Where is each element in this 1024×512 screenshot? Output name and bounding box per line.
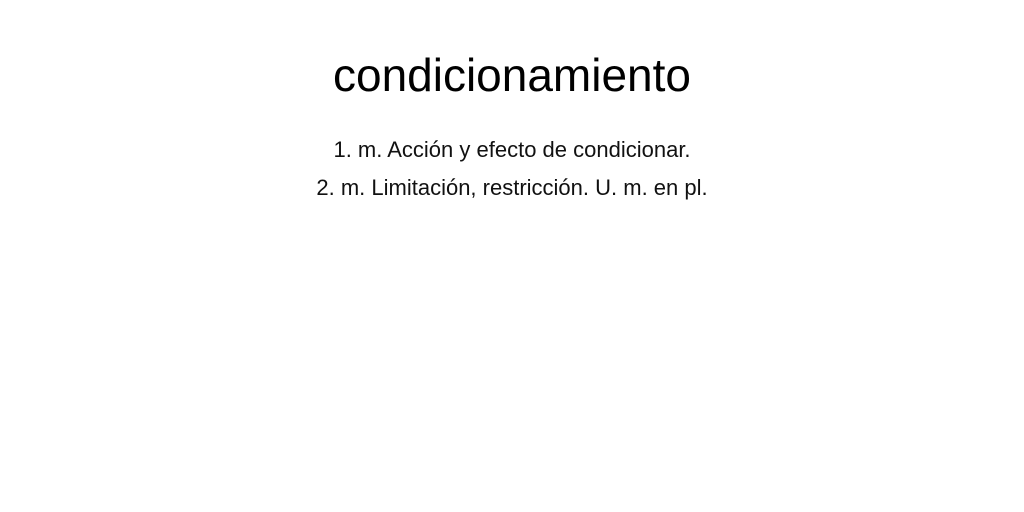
headword: condicionamiento [332, 49, 691, 101]
definition-list [0, 131, 1024, 207]
definition-1: 1. m. Acción y efecto de condicionar. [333, 137, 691, 162]
definition-2: 2. m. Limitación, restricción. U. m. en pl. [316, 175, 708, 200]
